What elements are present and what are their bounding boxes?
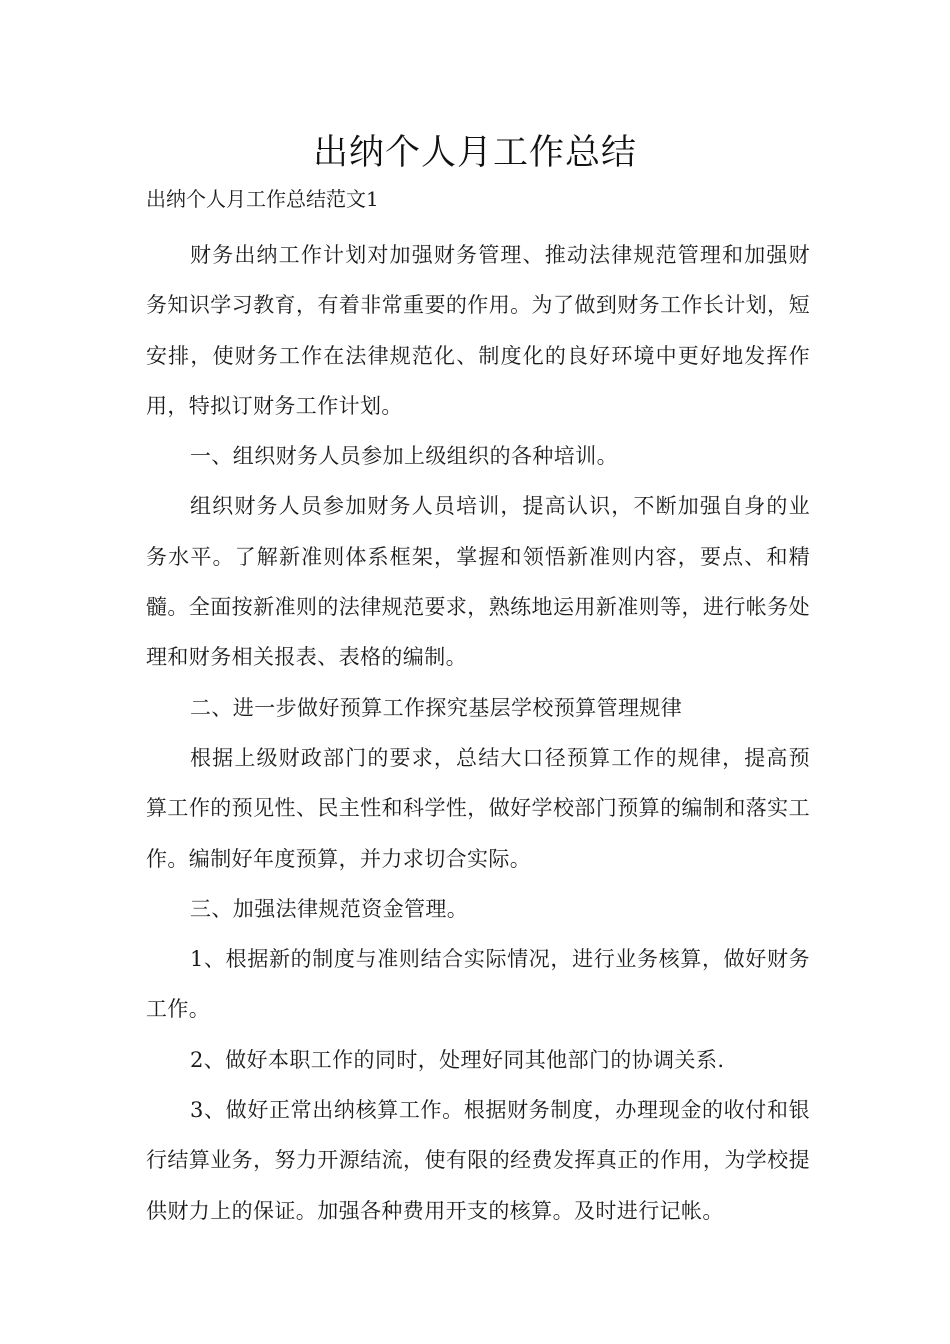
paragraph-training: 组织财务人员参加财务人员培训，提高认识，不断加强自身的业务水平。了解新准则体系框架，掌握和领悟新准则内容，要点、和精髓。全面按新准则的法律规范要求，熟练地运用新准则等，进行帐务处理和财务相关报表、表格的编制。 <box>146 494 810 670</box>
section-heading-training: 一、组织财务人员参加上级组织的各种培训。 <box>190 444 618 469</box>
paragraph-intro: 财务出纳工作计划对加强财务管理、推动法律规范管理和加强财务知识学习教育，有着非常重要的作用。为了做到财务工作长计划，短安排，使财务工作在法律规范化、制度化的良好环境中更好地发挥作用，特拟订财务工作计划。 <box>146 243 810 418</box>
document-body <box>146 230 810 1236</box>
document-subtitle: 出纳个人月工作总结范文1 <box>146 187 379 211</box>
section-heading-funds: 三、加强法律规范资金管理。 <box>190 896 469 921</box>
document-title: 出纳个人月工作总结 <box>312 133 637 173</box>
section-heading-budget: 二、进一步做好预算工作探究基层学校预算管理规律 <box>190 695 683 720</box>
list-item-1: 1、根据新的制度与准则结合实际情况，进行业务核算，做好财务工作。 <box>146 947 810 1022</box>
paragraph-budget: 根据上级财政部门的要求，总结大口径预算工作的规律，提高预算工作的预见性、民主性和科学性，做好学校部门预算的编制和落实工作。编制好年度预算，并力求切合实际。 <box>146 745 810 871</box>
list-item-2: 2、做好本职工作的同时，处理好同其他部门的协调关系. <box>190 1047 725 1072</box>
list-item-3: 3、做好正常出纳核算工作。根据财务制度，办理现金的收付和银行结算业务，努力开源结流，使有限的经费发挥真正的作用，为学校提供财力上的保证。加强各种费用开支的核算。及时进行记帐。 <box>146 1098 810 1223</box>
